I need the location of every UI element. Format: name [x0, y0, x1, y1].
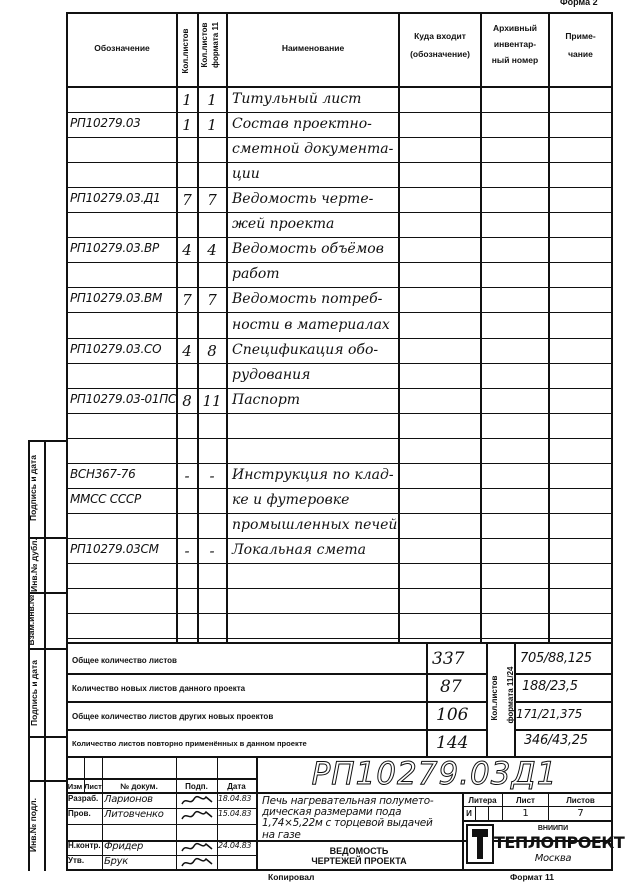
role-name: Брук: [104, 856, 128, 867]
row-designation: РП10279.03.ВР: [70, 241, 159, 256]
row-count: 7: [182, 291, 192, 310]
form-label: Форма 2: [560, 0, 598, 7]
total-count-2: 106: [436, 705, 469, 725]
row-divider: [66, 112, 612, 113]
row-divider: [66, 212, 612, 213]
frame-bottom: [66, 869, 613, 871]
row-name: Состав проектно-: [232, 116, 372, 132]
side-sign-date-2: Подпись и дата: [29, 660, 39, 726]
header-archive-1: Архивный: [492, 23, 537, 33]
row-name: рудования: [232, 366, 311, 383]
tb-col-sheet: Лист: [84, 782, 102, 791]
row-divider: [66, 237, 612, 238]
signature-mark: [180, 809, 216, 825]
row-name: Ведомость черте-: [232, 191, 374, 208]
row-divider: [66, 312, 612, 313]
total-count-3: 144: [436, 733, 469, 753]
role-name: Литовченко: [104, 809, 164, 820]
doc-code: РП10279.03Д1: [311, 756, 558, 792]
row-divider: [66, 488, 612, 489]
row-divider: [66, 162, 612, 163]
signature-mark: [180, 856, 216, 872]
row-designation: РП10279.03-01ПС: [70, 391, 177, 406]
role-date: 15.04.83: [218, 809, 252, 818]
row-format11: 4: [207, 241, 217, 260]
description-line-3: 1,74×5,22м с торцевой выдачей: [262, 817, 433, 829]
row-divider: [66, 538, 612, 539]
row-designation: ММСС СССР: [70, 491, 141, 506]
row-format11: -: [209, 466, 215, 485]
row-designation: РП10279.03.ВМ: [70, 291, 163, 306]
totals-vertical-label-2: формата 11/24: [506, 666, 515, 724]
row-designation: РП10279.03: [70, 116, 141, 130]
side-dup-inv: Инв.№ дубл.: [29, 538, 39, 592]
litera-label: Литера: [468, 796, 497, 805]
row-format11: 7: [207, 291, 217, 310]
total-format-2: 171/21,375: [516, 707, 582, 721]
total-label-2: Общее количество листов других новых проектов: [72, 712, 274, 721]
header-bottom-line: [66, 86, 612, 88]
description-line-2: дическая размерами пода: [262, 806, 402, 818]
row-divider: [66, 388, 612, 389]
row-divider: [66, 338, 612, 339]
litera-value: И: [466, 809, 472, 818]
row-name: Паспорт: [232, 391, 301, 408]
row-count: 4: [182, 341, 192, 360]
total-format-1: 188/23,5: [522, 679, 578, 694]
row-designation: РП10279.03СМ: [70, 541, 159, 556]
row-name: ции: [232, 166, 260, 183]
totals-vertical-label-1: Кол.листов: [490, 675, 499, 721]
side-replace-inv: Взам.инв.№: [26, 594, 36, 646]
row-name: Титульный лист: [232, 91, 362, 107]
tb-col-sign: Подп.: [185, 782, 208, 791]
total-count-0: 337: [432, 649, 465, 669]
row-name: работ: [232, 266, 280, 283]
role-label: Утв.: [68, 856, 85, 865]
description-line-1: Печь нагревательная полумето-: [262, 795, 434, 807]
side-sign-date-1: Подпись и дата: [28, 455, 38, 521]
tb-col-change: Изм: [67, 782, 83, 791]
role-date: 24.04.83: [218, 841, 252, 850]
organization-logo-icon: [466, 824, 494, 864]
row-divider: [66, 287, 612, 288]
description-line-4: на газе: [262, 829, 301, 841]
sheets-label: Листов: [566, 796, 595, 805]
doc-title-2: ЧЕРТЕЖЕЙ ПРОЕКТА: [311, 856, 407, 866]
header-note-1: Приме-: [565, 31, 596, 41]
header-archive-2: инвентар-: [493, 39, 537, 49]
row-name: Ведомость потреб-: [232, 291, 383, 308]
row-name: жей проекта: [232, 216, 335, 233]
row-divider: [66, 613, 612, 614]
total-format-0: 705/88,125: [520, 651, 592, 666]
frame-right: [611, 12, 613, 870]
sheets-value: 7: [577, 808, 584, 819]
row-divider: [66, 588, 612, 589]
row-count: 1: [182, 116, 192, 134]
role-label: Н.контр.: [68, 841, 101, 850]
doc-title-1: ВЕДОМОСТЬ: [329, 846, 389, 856]
row-designation: ВСН367-76: [70, 466, 136, 481]
org-name: ТЕПЛОПРОЕКТ: [494, 833, 625, 852]
frame-left: [66, 12, 68, 870]
header-note-2: чание: [568, 49, 593, 59]
total-label-1: Количество новых листов данного проекта: [72, 684, 246, 693]
row-name: Спецификация обо-: [232, 341, 379, 358]
header-sheets-format-2: формата 11: [211, 22, 220, 68]
row-format11: -: [209, 541, 215, 560]
side-orig-inv: Инв.№ подл.: [28, 797, 38, 853]
org-small: ВНИИПИ: [537, 825, 569, 832]
row-divider: [66, 513, 612, 514]
row-name: ности в материалах: [232, 316, 390, 333]
role-name: Фридер: [104, 841, 144, 852]
tb-col-doc-no: № докум.: [120, 782, 158, 791]
row-count: 1: [182, 91, 192, 109]
copied-label: Копировал: [268, 872, 315, 882]
header-name: Наименование: [281, 43, 345, 53]
role-date: 18.04.83: [218, 794, 252, 803]
row-format11: 1: [207, 116, 217, 134]
row-divider: [66, 563, 612, 564]
role-label: Разраб.: [68, 794, 99, 803]
row-divider: [66, 363, 612, 364]
row-format11: 8: [207, 341, 217, 360]
sheet-label: Лист: [516, 796, 535, 805]
header-sheets-format-1: Кол.листов: [200, 22, 209, 68]
frame-top: [66, 12, 612, 14]
row-divider: [66, 638, 612, 639]
row-divider: [66, 137, 612, 138]
header-included-2: (обозначение): [410, 49, 470, 59]
row-count: 4: [182, 241, 192, 260]
format-label: Формат 11: [510, 872, 554, 882]
row-format11: 1: [207, 91, 217, 109]
header-included-1: Куда входит: [414, 31, 466, 41]
org-city: Москва: [534, 853, 572, 864]
row-name: Инструкция по клад-: [232, 466, 394, 483]
row-divider: [66, 463, 612, 464]
row-name: промышленных печей: [232, 516, 398, 533]
signature-mark: [180, 841, 216, 857]
header-archive-3: ный номер: [491, 55, 539, 65]
row-designation: РП10279.03.Д1: [70, 191, 161, 206]
row-divider: [66, 413, 612, 414]
row-name: Локальная смета: [232, 541, 366, 558]
signature-mark: [180, 794, 216, 810]
row-count: -: [184, 466, 190, 485]
row-count: 8: [182, 391, 192, 410]
role-label: Пров.: [68, 809, 91, 818]
header-sheets-count: Кол.листов: [181, 28, 190, 74]
row-name: сметной документа-: [232, 141, 394, 158]
row-divider: [66, 262, 612, 263]
total-label-3: Количество листов повторно применённых в данном проекте: [72, 739, 307, 748]
sheet-value: 1: [522, 808, 529, 819]
tb-col-date: Дата: [227, 782, 246, 791]
row-name: Ведомость объёмов: [232, 241, 384, 258]
row-count: 7: [182, 191, 192, 210]
row-divider: [66, 187, 612, 188]
total-label-0: Общее количество листов: [72, 656, 177, 665]
row-count: -: [184, 541, 190, 560]
header-designation: Обозначение: [94, 43, 150, 53]
row-name: ке и футеровке: [232, 491, 350, 508]
row-format11: 11: [202, 391, 222, 410]
total-count-1: 87: [440, 677, 462, 697]
row-divider: [66, 438, 612, 439]
total-format-3: 346/43,25: [524, 733, 588, 748]
role-name: Ларионов: [104, 794, 153, 805]
row-designation: РП10279.03.СО: [70, 341, 162, 356]
row-format11: 7: [207, 191, 217, 210]
